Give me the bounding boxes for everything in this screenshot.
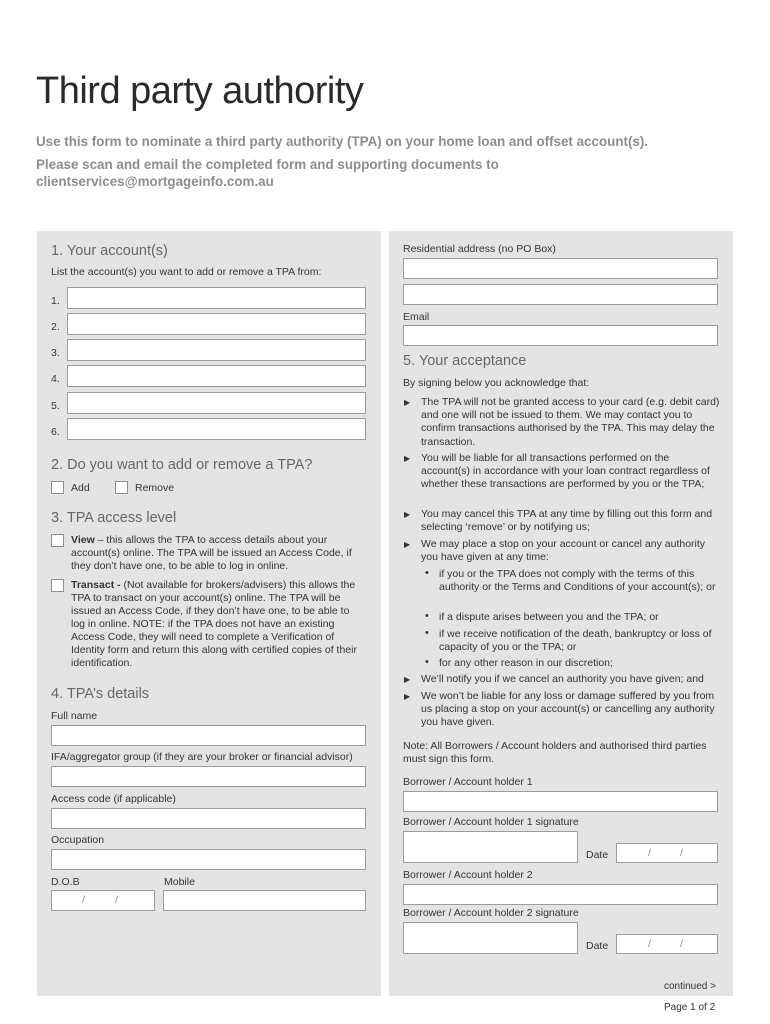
holder1-date-label: Date	[586, 849, 609, 861]
bullet-arrow-icon: ▶	[404, 675, 411, 684]
email-label: Email	[403, 311, 430, 323]
transact-option-desc: (Not available for brokers/advisers) this allows the TPA to transact on your account(s) online. The TPA will be issued an Access Code, if they don’t have one, to be able to log in online. NOTE: if the TPA does not have an existing Access Code, they will need to complete a Verification of Identity form and return this along with certified copies of their identification.	[71, 579, 357, 669]
account-row-number: 1.	[51, 295, 60, 307]
access-code-label: Access code (if applicable)	[51, 793, 176, 805]
holder2-date-label: Date	[586, 940, 609, 952]
holder2-label: Borrower / Account holder 2	[403, 869, 533, 881]
section5-heading: 5. Your acceptance	[403, 353, 527, 369]
residential-label: Residential address (no PO Box)	[403, 243, 556, 255]
date-separator: /	[82, 894, 85, 906]
occupation-label: Occupation	[51, 834, 105, 846]
view-option-text	[71, 534, 361, 573]
account-row-number: 2.	[51, 321, 60, 333]
holder2-signature-label: Borrower / Account holder 2 signature	[403, 907, 579, 919]
account-row-number: 6.	[51, 426, 60, 438]
remove-label: Remove	[135, 482, 175, 494]
right-panel	[389, 231, 733, 996]
acceptance-subitem-2: if a dispute arises between you and the TPA; or	[439, 611, 659, 623]
view-option-desc: – this allows the TPA to access details about your account(s) online. The TPA will be issued an Access Code, if they don’t have one, to be able to log in online.	[71, 534, 352, 572]
transact-option-bold: Transact -	[71, 579, 121, 591]
acceptance-subitem-4: for any other reason in our discretion;	[439, 657, 613, 669]
holder1-signature-label: Borrower / Account holder 1 signature	[403, 816, 579, 828]
acceptance-subitem-1: if you or the TPA does not comply with the terms of this authority or the Terms and Conditions of your account(s); or	[439, 568, 716, 594]
section4-heading: 4. TPA’s details	[51, 686, 150, 702]
bullet-arrow-icon: ▶	[404, 454, 411, 463]
bullet-arrow-icon: ▶	[404, 692, 411, 701]
add-label: Add	[71, 482, 90, 494]
full-name-label: Full name	[51, 710, 98, 722]
bullet-arrow-icon: ▶	[404, 398, 411, 407]
dob-label: D.O.B	[51, 876, 80, 888]
acceptance-item-6: We won’t be liable for any loss or damage suffered by you from us placing a stop on your account(s) or cancelling any authority you have given.	[421, 690, 715, 729]
transact-checkbox[interactable]	[51, 579, 64, 592]
account-input-2[interactable]	[67, 313, 366, 335]
account-row-number: 3.	[51, 347, 60, 359]
account-input-6[interactable]	[67, 418, 366, 440]
residential-input-2[interactable]	[403, 284, 718, 305]
holder1-date-input[interactable]	[616, 843, 718, 863]
date-separator: /	[680, 938, 683, 950]
account-input-5[interactable]	[67, 392, 366, 414]
left-panel	[37, 231, 381, 996]
occupation-input[interactable]	[51, 849, 366, 870]
access-code-input[interactable]	[51, 808, 366, 829]
remove-checkbox[interactable]	[115, 481, 128, 494]
holder1-input[interactable]	[403, 791, 718, 812]
ifa-label: IFA/aggregator group (if they are your broker or financial advisor)	[51, 751, 353, 763]
dob-input[interactable]	[51, 890, 155, 911]
full-name-input[interactable]	[51, 725, 366, 746]
holder2-date-input[interactable]	[616, 934, 718, 954]
view-checkbox[interactable]	[51, 534, 64, 547]
account-input-4[interactable]	[67, 365, 366, 387]
mobile-label: Mobile	[164, 876, 195, 888]
section2-heading: 2. Do you want to add or remove a TPA?	[51, 457, 313, 473]
signature-note: Note: All Borrowers / Account holders and authorised third parties must sign this form.	[403, 740, 707, 766]
acceptance-item-2: You will be liable for all transactions performed on the account(s) in accordance with your loan contract regardless of whether these transactions are performed by you or the TPA;	[421, 452, 710, 491]
bullet-dot-icon: •	[425, 610, 429, 622]
transact-option-text	[71, 579, 364, 670]
acceptance-item-1: The TPA will not be granted access to your card (e.g. debit card) and one will not be issued to them. We may contact you to confirm transactions authorised by the TPA. This may delay the transaction.	[421, 396, 720, 448]
intro-line-2: Please scan and email the completed form and supporting documents to clientservices@mortgageinfo.com.au	[36, 157, 499, 189]
acceptance-item-5: We’ll notify you if we cancel an authority you have given; and	[421, 673, 704, 685]
mobile-input[interactable]	[163, 890, 366, 911]
section1-instruction: List the account(s) you want to add or remove a TPA from:	[51, 266, 322, 278]
acceptance-item-3: You may cancel this TPA at any time by filling out this form and selecting ‘remove’ or by notifying us;	[421, 508, 713, 534]
date-separator: /	[648, 938, 651, 950]
section5-intro: By signing below you acknowledge that:	[403, 377, 590, 389]
holder2-input[interactable]	[403, 884, 718, 905]
account-row-number: 5.	[51, 400, 60, 412]
date-separator: /	[115, 894, 118, 906]
acceptance-item-4: We may place a stop on your account or cancel any authority you have given at any time:	[421, 538, 706, 564]
holder2-signature-box[interactable]	[403, 922, 578, 954]
account-row-number: 4.	[51, 373, 60, 385]
date-separator: /	[648, 847, 651, 859]
bullet-dot-icon: •	[425, 627, 429, 639]
section3-heading: 3. TPA access level	[51, 510, 177, 526]
account-input-1[interactable]	[67, 287, 366, 309]
residential-input-1[interactable]	[403, 258, 718, 279]
email-input[interactable]	[403, 325, 718, 346]
holder1-signature-box[interactable]	[403, 831, 578, 863]
ifa-input[interactable]	[51, 766, 366, 787]
view-option-bold: View	[71, 534, 95, 546]
bullet-arrow-icon: ▶	[404, 510, 411, 519]
page-number: Page 1 of 2	[664, 1002, 716, 1013]
page-title: Third party authority	[36, 70, 364, 112]
date-separator: /	[680, 847, 683, 859]
acceptance-subitem-3: if we receive notification of the death, bankruptcy or loss of capacity of you or the TPA; or	[439, 628, 712, 654]
bullet-arrow-icon: ▶	[404, 540, 411, 549]
bullet-dot-icon: •	[425, 567, 429, 579]
continued-label: continued >	[664, 981, 716, 992]
add-checkbox[interactable]	[51, 481, 64, 494]
account-input-3[interactable]	[67, 339, 366, 361]
intro-line-1: Use this form to nominate a third party authority (TPA) on your home loan and offset account(s).	[36, 134, 649, 149]
holder1-label: Borrower / Account holder 1	[403, 776, 533, 788]
section1-heading: 1. Your account(s)	[51, 243, 168, 259]
bullet-dot-icon: •	[425, 656, 429, 668]
